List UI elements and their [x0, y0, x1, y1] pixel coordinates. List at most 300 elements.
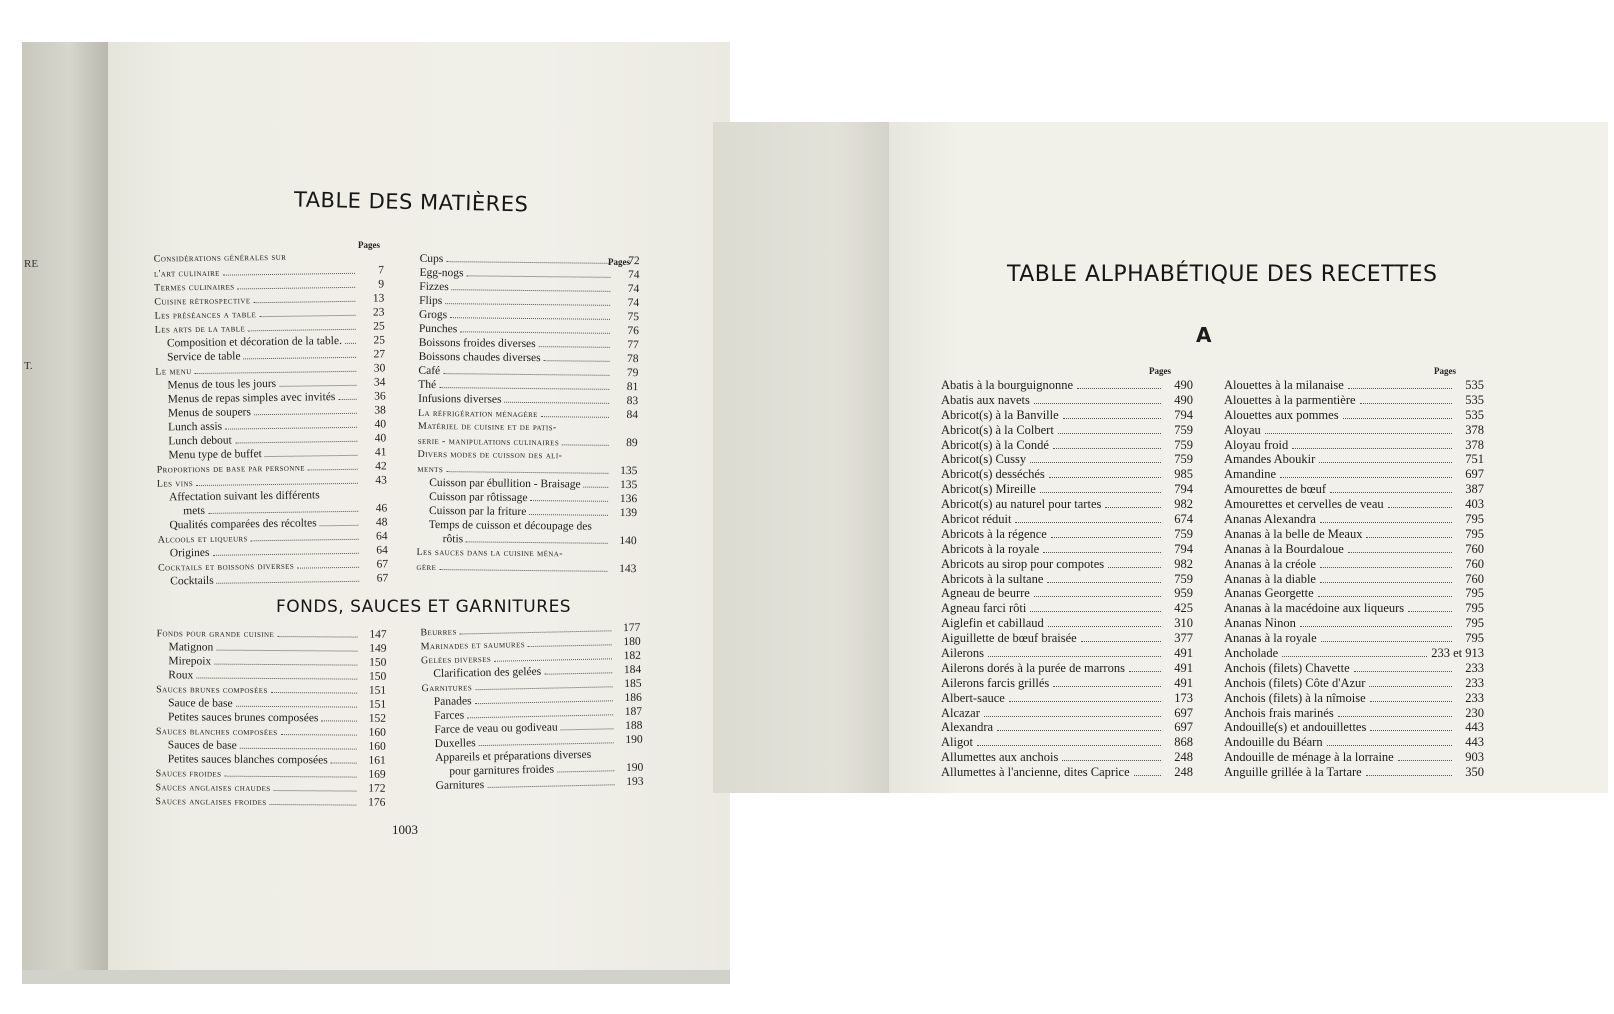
dot-leader — [1081, 641, 1161, 642]
dot-leader — [467, 714, 613, 718]
index-entry — [1224, 378, 1484, 393]
index-entry — [941, 452, 1193, 467]
index-entry — [941, 646, 1193, 661]
entry-label: Cuisson par ébullition - Braisage — [429, 476, 581, 491]
dot-leader — [1348, 388, 1452, 389]
dot-leader — [1030, 462, 1161, 463]
dot-leader — [529, 514, 608, 516]
dot-leader — [338, 399, 356, 400]
index-entry — [1224, 423, 1484, 438]
dot-leader — [1319, 462, 1452, 463]
entry-label: Panades — [433, 695, 472, 709]
dot-leader — [224, 776, 356, 778]
entry-page: 794 — [1174, 541, 1193, 556]
entry-page: 135 — [620, 464, 638, 478]
index-entry — [1224, 616, 1484, 631]
entry-label: Abricots à la régence — [941, 526, 1047, 541]
entry-page: 795 — [1465, 586, 1484, 601]
dot-leader — [1320, 522, 1452, 523]
entry-page: 185 — [624, 677, 642, 691]
entry-page: 868 — [1174, 735, 1193, 750]
index-entry — [941, 482, 1193, 497]
pages-header: Pages — [358, 240, 380, 250]
entry-label: Ananas Ninon — [1224, 616, 1296, 631]
index-entry — [941, 631, 1193, 646]
entry-page: 190 — [625, 761, 644, 775]
entry-label: Menus de soupers — [167, 406, 252, 420]
entry-page: 84 — [626, 409, 639, 422]
entry-label: Petites sauces blanches composées — [167, 753, 328, 767]
index-entry — [941, 616, 1193, 631]
entry-label: Abatis à la bourguignonne — [941, 378, 1074, 392]
entry-label: pour garnitures froides — [449, 763, 555, 778]
entry-label: Les arts de la table — [154, 323, 246, 336]
entry-label: Temps de cuisson et découpage des — [428, 518, 592, 533]
entry-label: Composition et décoration de la table. — [166, 335, 343, 350]
entry-page: 64 — [376, 544, 388, 557]
dot-leader — [1348, 552, 1452, 553]
dot-leader — [1360, 403, 1452, 404]
index-entry — [941, 676, 1193, 691]
dot-leader — [345, 343, 356, 344]
dot-leader — [1063, 418, 1161, 419]
pages-header: Pages — [1434, 366, 1456, 376]
entry-page: 75 — [627, 311, 640, 324]
dot-leader — [195, 371, 357, 374]
entry-page: 23 — [372, 306, 385, 319]
dot-leader — [214, 664, 357, 666]
entry-label: La réfrigération ménagère — [417, 407, 538, 421]
index-entry — [941, 601, 1193, 616]
dot-leader — [1034, 403, 1161, 404]
entry-page: 40 — [374, 432, 387, 445]
index-entry — [941, 586, 1193, 601]
entry-page: 40 — [374, 418, 387, 431]
entry-label: Thé — [418, 378, 437, 392]
entry-label: Cups — [419, 252, 444, 266]
index-entry — [941, 572, 1193, 587]
entry-page: 187 — [624, 705, 643, 719]
entry-page: 982 — [1174, 497, 1193, 512]
dot-leader — [997, 730, 1161, 731]
index-entry — [1224, 438, 1484, 453]
index-entry — [941, 661, 1193, 676]
entry-label: Abricot(s) à la Colbert — [941, 422, 1054, 437]
entry-label: Abricots au sirop pour compotes — [941, 556, 1105, 571]
index-entry — [941, 720, 1193, 735]
entry-label: Sauces froides — [155, 768, 222, 780]
entry-page: 42 — [375, 460, 387, 473]
dot-leader — [1043, 552, 1161, 553]
entry-label: Aloyau froid — [1224, 437, 1289, 452]
dot-leader — [1366, 537, 1452, 538]
entry-page: 38 — [374, 404, 386, 417]
dot-leader — [216, 650, 357, 652]
entry-page: 248 — [1174, 765, 1193, 780]
entry-label: Infusions diverses — [418, 392, 502, 406]
entry-label: Abricot(s) Mireille — [941, 482, 1036, 497]
dot-leader — [460, 331, 610, 334]
gutter-fragment: T. — [24, 360, 33, 372]
entry-page: 377 — [1174, 631, 1193, 646]
entry-label: Fonds pour grande cuisine — [156, 628, 275, 641]
entry-label: Garnitures — [421, 682, 473, 695]
entry-page: 34 — [373, 376, 386, 389]
dot-leader — [445, 303, 610, 306]
entry-page: 151 — [368, 698, 387, 711]
dot-leader — [1062, 760, 1161, 761]
entry-label: Qualités comparées des récoltes — [169, 517, 317, 532]
entry-page: 169 — [368, 768, 386, 781]
index-entry — [1224, 408, 1484, 423]
dot-leader — [1053, 448, 1161, 449]
entry-page: 140 — [619, 534, 637, 548]
entry-label: Punches — [418, 322, 458, 336]
dot-leader — [254, 413, 357, 415]
entry-page: 233 — [1465, 690, 1484, 705]
dot-leader — [1077, 388, 1161, 389]
entry-label: Duxelles — [434, 737, 476, 751]
entry-label: Aligot — [941, 735, 973, 750]
index-entry — [1224, 720, 1484, 735]
entry-page: 959 — [1174, 586, 1193, 601]
index-entry — [1224, 706, 1484, 721]
entry-page: 41 — [374, 446, 387, 459]
dot-leader — [584, 487, 609, 488]
entry-page: 13 — [372, 292, 385, 305]
entry-page: 378 — [1465, 437, 1484, 452]
entry-label: Ananas Alexandra — [1224, 512, 1316, 527]
entry-label: Cocktails et boissons diverses — [157, 560, 295, 574]
index-entry — [941, 512, 1193, 527]
dot-leader — [235, 441, 357, 444]
entry-page: 795 — [1465, 526, 1484, 541]
dot-leader — [1343, 418, 1452, 419]
entry-page: 193 — [626, 775, 644, 789]
entry-label: gère — [416, 561, 437, 574]
entry-page: 48 — [375, 516, 388, 529]
entry-page: 43 — [375, 474, 387, 487]
dot-leader — [460, 630, 612, 634]
entry-page: 79 — [626, 367, 639, 380]
dot-leader — [557, 770, 614, 772]
entry-label: Agneau farci rôti — [941, 601, 1027, 616]
entry-page: 74 — [627, 269, 640, 282]
entry-label: Aiguillette de bœuf braisée — [941, 631, 1077, 646]
entry-page: 794 — [1174, 482, 1193, 497]
entry-page: 46 — [375, 502, 388, 515]
entry-label: Gelées diverses — [420, 653, 492, 667]
dot-leader — [1338, 716, 1452, 717]
index-entry — [1224, 750, 1484, 765]
dot-leader — [1048, 626, 1161, 627]
entry-page: 27 — [373, 348, 386, 361]
dot-leader — [321, 720, 357, 721]
entry-label: Grogs — [418, 308, 448, 322]
dot-leader — [259, 315, 355, 317]
dot-leader — [1320, 567, 1452, 568]
entry-page: 160 — [368, 726, 386, 739]
entry-label: Boissons chaudes diverses — [418, 350, 541, 365]
entry-label: Origines — [169, 546, 210, 560]
entry-label: Anchois (filets) Côte d'Azur — [1224, 675, 1366, 690]
index-entry — [1224, 586, 1484, 601]
entry-label: Sauces de base — [167, 739, 237, 752]
entry-label: Farces — [434, 709, 465, 723]
entry-label: Boissons froides diverses — [418, 336, 536, 351]
page-bottom-edge — [22, 970, 730, 984]
entry-label: ments — [417, 463, 444, 476]
dot-leader — [446, 471, 608, 474]
entry-page: 759 — [1174, 437, 1193, 452]
entry-page: 535 — [1465, 407, 1484, 422]
entry-label: Amandes Aboukir — [1224, 452, 1316, 467]
entry-page: 172 — [368, 782, 386, 795]
entry-label: Alcools et liqueurs — [157, 533, 248, 546]
dot-leader — [1366, 775, 1452, 776]
dot-leader — [439, 387, 609, 390]
index-entry — [941, 497, 1193, 512]
entry-page: 674 — [1174, 512, 1193, 527]
entry-page: 150 — [369, 670, 387, 683]
dot-leader — [1408, 611, 1452, 612]
entry-page: 425 — [1174, 601, 1193, 616]
entry-page: 161 — [368, 754, 386, 767]
index-entry — [941, 467, 1193, 482]
entry-label: Cuisson par rôtissage — [429, 490, 528, 504]
dot-leader — [1388, 507, 1452, 508]
entry-label: Allumettes aux anchois — [941, 750, 1059, 765]
entry-label: Cuisson par la friture — [428, 504, 527, 518]
entry-page: 491 — [1174, 660, 1193, 675]
toc-column-left — [154, 250, 389, 589]
entry-page: 150 — [369, 656, 387, 669]
toc-entry — [155, 795, 385, 811]
index-entry — [941, 691, 1193, 706]
dot-leader — [1369, 686, 1452, 687]
entry-page: 152 — [368, 712, 387, 725]
entry-label: Agneau de beurre — [941, 586, 1030, 601]
entry-page: 403 — [1465, 497, 1484, 512]
dot-leader — [1370, 730, 1452, 731]
entry-page: 81 — [626, 381, 639, 394]
entry-label: Alouettes à la milanaise — [1224, 378, 1344, 392]
dot-leader — [277, 636, 357, 638]
entry-page: 30 — [373, 362, 386, 375]
entry-page: 387 — [1465, 482, 1484, 497]
entry-label: Le menu — [155, 366, 192, 378]
entry-page: 795 — [1465, 616, 1484, 631]
index-entry — [1224, 393, 1484, 408]
dot-leader — [1282, 656, 1427, 657]
index-entry — [1224, 601, 1484, 616]
dot-leader — [1370, 701, 1452, 702]
dot-leader — [196, 483, 358, 486]
entry-label: Les préséances a table — [154, 309, 257, 322]
entry-label: Café — [418, 364, 441, 378]
entry-page: 9 — [378, 278, 385, 291]
dot-leader — [467, 275, 611, 278]
entry-label: Alouettes à la parmentière — [1224, 392, 1356, 407]
book-gutter — [22, 42, 108, 984]
dot-leader — [225, 427, 357, 430]
entry-label: Aiglefin et cabillaud — [941, 616, 1044, 631]
entry-label: Aloyau — [1224, 422, 1261, 437]
index-entry — [1224, 497, 1484, 512]
index-entry — [1224, 646, 1484, 661]
index-title: TABLE ALPHABÉTIQUE DES RECETTES — [1007, 262, 1438, 287]
entry-page: 67 — [376, 558, 389, 571]
entry-page: 794 — [1174, 407, 1193, 422]
dot-leader — [248, 329, 356, 332]
index-entry — [1224, 661, 1484, 676]
entry-label: Beurres — [420, 626, 457, 639]
section-title: FONDS, SAUCES ET GARNITURES — [276, 597, 572, 617]
entry-label: Lunch debout — [168, 434, 232, 448]
entry-page: 72 — [628, 255, 640, 268]
entry-page: 180 — [623, 635, 641, 649]
entry-page: 760 — [1465, 571, 1484, 586]
entry-label: Abricot réduit — [941, 512, 1012, 527]
entry-page: 443 — [1465, 720, 1484, 735]
entry-label: Ailerons farcis grillés — [941, 675, 1050, 690]
dot-leader — [539, 346, 610, 348]
dot-leader — [1134, 775, 1161, 776]
entry-label: Andouille du Béarn — [1224, 735, 1323, 750]
entry-page: 759 — [1174, 452, 1193, 467]
entry-label: Amourettes et cervelles de veau — [1224, 497, 1384, 512]
entry-page: 759 — [1174, 422, 1193, 437]
dot-leader — [475, 700, 613, 704]
index-entry — [941, 378, 1193, 393]
entry-label: serie - manipulations culinaires — [417, 435, 560, 449]
dot-leader — [253, 301, 355, 303]
entry-label: Clarification des gelées — [433, 665, 542, 681]
dot-leader — [466, 541, 608, 543]
dot-leader — [528, 644, 612, 647]
dot-leader — [1265, 433, 1452, 434]
dot-leader — [1354, 671, 1452, 672]
entry-label: Ananas à la royale — [1224, 631, 1317, 646]
toc-title: TABLE DES MATIÈRES — [293, 187, 529, 217]
entry-page: 89 — [626, 437, 638, 450]
dot-leader — [217, 581, 360, 584]
dot-leader — [1058, 433, 1161, 434]
index-entry — [1224, 542, 1484, 557]
entry-page: 76 — [627, 325, 639, 338]
dot-leader — [1320, 582, 1452, 583]
entry-label: Ananas à la belle de Meaux — [1224, 526, 1363, 541]
dot-leader — [331, 762, 357, 763]
entry-label: Abatis aux navets — [941, 392, 1030, 407]
entry-page: 160 — [368, 740, 386, 753]
entry-label: Egg-nogs — [419, 266, 464, 280]
dot-leader — [240, 748, 357, 750]
index-entry — [1224, 467, 1484, 482]
dot-leader — [1330, 492, 1452, 493]
entry-page: 233 et 913 — [1431, 646, 1484, 661]
entry-page: 67 — [376, 572, 389, 585]
entry-label: Amourettes de bœuf — [1224, 482, 1327, 497]
entry-page: 176 — [368, 796, 386, 809]
dot-leader — [196, 677, 357, 679]
entry-label: Ailerons — [941, 646, 985, 661]
dot-leader — [561, 728, 614, 730]
entry-page: 248 — [1174, 750, 1193, 765]
dot-leader — [1300, 626, 1452, 627]
entry-page: 759 — [1174, 571, 1193, 586]
toc-column-right — [416, 253, 639, 577]
dot-leader — [452, 289, 611, 292]
entry-label: Allumettes à l'ancienne, dites Caprice — [941, 765, 1130, 780]
entry-label: Cuisine rétrospective — [154, 295, 251, 308]
entry-page: 903 — [1465, 750, 1484, 765]
entry-page: 230 — [1465, 705, 1484, 720]
entry-page: 188 — [625, 719, 643, 733]
pages-header: Pages — [1149, 366, 1171, 376]
entry-label: Les sauces dans la cuisine ména- — [416, 546, 563, 560]
entry-label: Ananas à la diable — [1224, 571, 1316, 586]
dot-leader — [988, 656, 1161, 657]
entry-page: 759 — [1174, 526, 1193, 541]
entry-page: 136 — [619, 492, 638, 506]
entry-label: Considérations générales sur — [153, 251, 287, 265]
entry-label: Cocktails — [170, 574, 214, 588]
dot-leader — [544, 360, 610, 362]
entry-page: 443 — [1465, 735, 1484, 750]
pages-header: Pages — [608, 257, 630, 267]
entry-page: 143 — [619, 562, 637, 576]
dot-leader — [541, 416, 609, 418]
dot-leader — [270, 804, 357, 806]
entry-page: 36 — [374, 390, 386, 403]
entry-label: Sauces brunes composées — [156, 684, 268, 696]
entry-page: 697 — [1174, 705, 1193, 720]
book-page-left — [108, 42, 730, 984]
entry-page: 74 — [627, 297, 640, 310]
entry-page: 139 — [619, 506, 638, 520]
entry-label: Andouille de ménage à la lorraine — [1224, 750, 1394, 765]
entry-label: Ananas à la créole — [1224, 556, 1316, 571]
entry-page: 77 — [627, 339, 639, 352]
photo-table-alphabetique — [713, 122, 1608, 793]
index-entry — [941, 735, 1193, 750]
entry-label: Amandine — [1224, 467, 1277, 482]
entry-label: Les vins — [156, 478, 194, 490]
index-entry — [1224, 527, 1484, 542]
dot-leader — [251, 539, 359, 542]
index-entry — [1224, 572, 1484, 587]
entry-page: 697 — [1465, 467, 1484, 482]
entry-label: Anchois frais marinés — [1224, 705, 1334, 720]
dot-leader — [1030, 611, 1161, 612]
dot-leader — [271, 692, 357, 694]
entry-page: 491 — [1174, 646, 1193, 661]
dot-leader — [236, 706, 358, 708]
entry-page: 25 — [373, 320, 385, 333]
index-entry — [1224, 482, 1484, 497]
dot-leader — [320, 525, 359, 527]
dot-leader — [265, 455, 358, 457]
entry-label: Ananas à la macédoine aux liqueurs — [1224, 601, 1405, 616]
dot-leader — [1051, 537, 1161, 538]
entry-page: 173 — [1174, 690, 1193, 705]
index-letter: A — [1196, 323, 1212, 347]
index-entry — [941, 527, 1193, 542]
dot-leader — [562, 444, 609, 445]
entry-page: 177 — [622, 621, 641, 635]
entry-page: 135 — [619, 478, 638, 492]
